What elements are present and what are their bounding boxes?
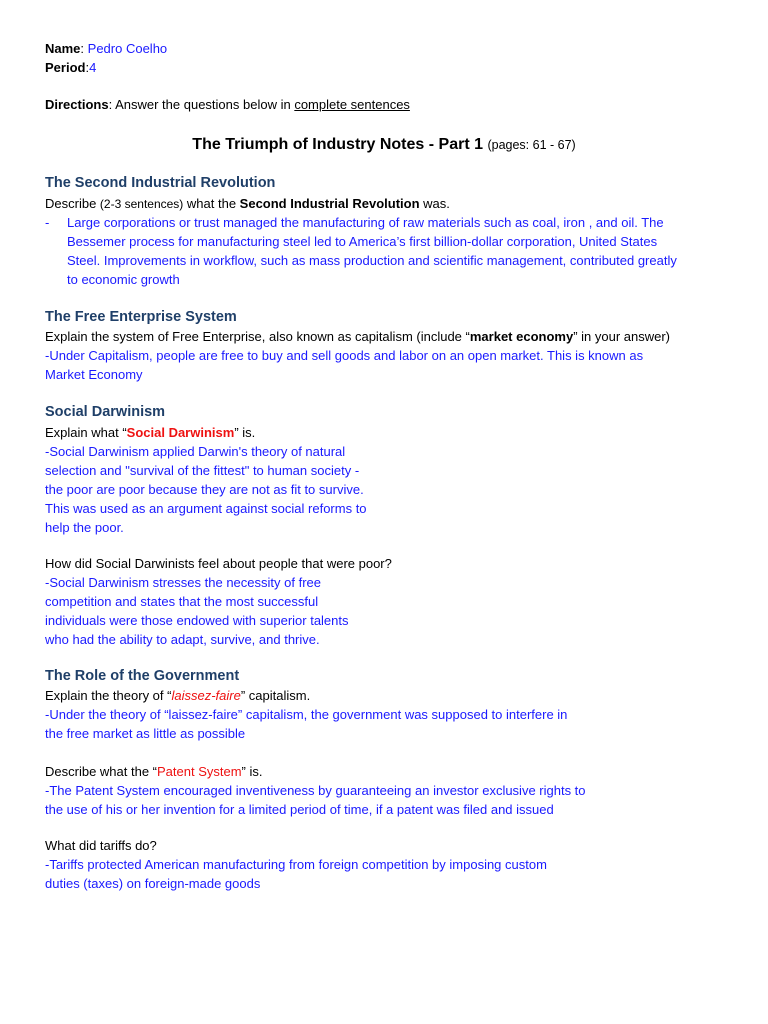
question-social-darwinists-poor: How did Social Darwinists feel about people that were poor? <box>45 556 392 571</box>
name-value: Pedro Coelho <box>87 41 168 56</box>
question-keyword: laissez-faire <box>171 688 241 703</box>
answer-line: duties (taxes) on foreign-made goods <box>45 876 261 891</box>
answer-line: -Social Darwinism stresses the necessity of free <box>45 575 321 590</box>
name-line <box>45 39 167 58</box>
directions-underlined: complete sentences <box>294 97 410 112</box>
section-heading-free-enterprise: The Free Enterprise System <box>45 309 237 325</box>
question-free-enterprise <box>45 327 670 346</box>
question-text: ” capitalism. <box>240 688 311 703</box>
answer-line: to economic growth <box>67 272 180 287</box>
answer-patent-system <box>45 781 586 819</box>
answer-free-enterprise <box>45 346 643 384</box>
answer-line: -Under Capitalism, people are free to buy and sell goods and labor on an open market. This is known as <box>45 348 644 363</box>
question-text: Describe what the “ <box>45 764 157 779</box>
answer-line: -The Patent System encouraged inventiveness by guaranteeing an investor exclusive rights to <box>45 783 586 798</box>
question-text: Describe <box>45 196 100 211</box>
question-tariffs: What did tariffs do? <box>45 838 157 853</box>
question-social-darwinism-definition <box>45 423 255 442</box>
question-text: ” in your answer) <box>573 329 670 344</box>
question-keyword: Social Darwinism <box>126 425 235 440</box>
question-text: Explain the system of Free Enterprise, also known as capitalism (include “ <box>45 329 470 344</box>
answer-social-darwinism-definition <box>45 442 367 537</box>
question-text: what the <box>183 196 240 211</box>
question-text-small: (2-3 sentences) <box>99 197 184 211</box>
answer-line: Bessemer process for manufacturing steel led to America’s first billion-dollar corporation, United States <box>67 234 658 249</box>
question-text: Explain what “ <box>45 425 127 440</box>
answer-line: the use of his or her invention for a limited period of time, if a patent was filed and issued <box>45 802 554 817</box>
answer-second-industrial-revolution <box>67 213 727 289</box>
answer-laissez-faire <box>45 705 567 743</box>
answer-line: help the poor. <box>45 520 124 535</box>
answer-line: -Social Darwinism applied Darwin's theory of natural <box>45 444 346 459</box>
name-separator: : <box>80 41 88 56</box>
answer-line: selection and "survival of the fittest" to human society - <box>45 463 360 478</box>
answer-line: -Tariffs protected American manufacturing from foreign competition by imposing custom <box>45 857 547 872</box>
period-line <box>45 58 96 77</box>
question-text: Explain the theory of “ <box>45 688 172 703</box>
period-label: Period <box>45 60 86 75</box>
question-keyword: Patent System <box>157 764 242 779</box>
question-text: was. <box>419 196 450 211</box>
answer-social-darwinists-poor <box>45 573 349 649</box>
section-heading-role-of-government: The Role of the Government <box>45 668 240 684</box>
directions-text: : Answer the questions below in <box>108 97 295 112</box>
page-title <box>0 134 768 156</box>
section-heading-social-darwinism: Social Darwinism <box>45 404 166 420</box>
answer-line: who had the ability to adapt, survive, and thrive. <box>45 632 320 647</box>
name-label: Name <box>45 41 81 56</box>
answer-line: the poor are poor because they are not as fit to survive. <box>45 482 364 497</box>
question-keyword: market economy <box>469 329 574 344</box>
answer-line: the free market as little as possible <box>45 726 246 741</box>
directions-line <box>45 95 410 114</box>
answer-line: Market Economy <box>45 367 143 382</box>
answer-line: This was used as an argument against social reforms to <box>45 501 367 516</box>
answer-line: Steel. Improvements in workflow, such as mass production and scientific management, contributed greatly <box>67 253 677 268</box>
section-heading-second-industrial-revolution: The Second Industrial Revolution <box>45 175 276 191</box>
question-text: ” is. <box>241 764 263 779</box>
answer-bullet: - <box>45 215 50 230</box>
period-value: 4 <box>89 60 97 75</box>
question-keyword: Second Industrial Revolution <box>239 196 420 211</box>
question-second-industrial-revolution <box>45 194 450 214</box>
question-patent-system <box>45 762 263 781</box>
title-main: The Triumph of Industry Notes - Part 1 <box>192 136 483 153</box>
title-pages: (pages: 61 - 67) <box>487 138 576 152</box>
answer-line: Large corporations or trust managed the manufacturing of raw materials such as coal, iron , and oil. The <box>67 215 664 230</box>
period-separator: : <box>85 60 90 75</box>
answer-line: competition and states that the most successful <box>45 594 319 609</box>
question-text: ” is. <box>234 425 256 440</box>
answer-tariffs <box>45 855 547 893</box>
answer-line: individuals were those endowed with superior talents <box>45 613 349 628</box>
question-laissez-faire <box>45 686 310 705</box>
answer-line: -Under the theory of “laissez-faire” capitalism, the government was supposed to interfere in <box>45 707 568 722</box>
directions-label: Directions <box>45 97 109 112</box>
